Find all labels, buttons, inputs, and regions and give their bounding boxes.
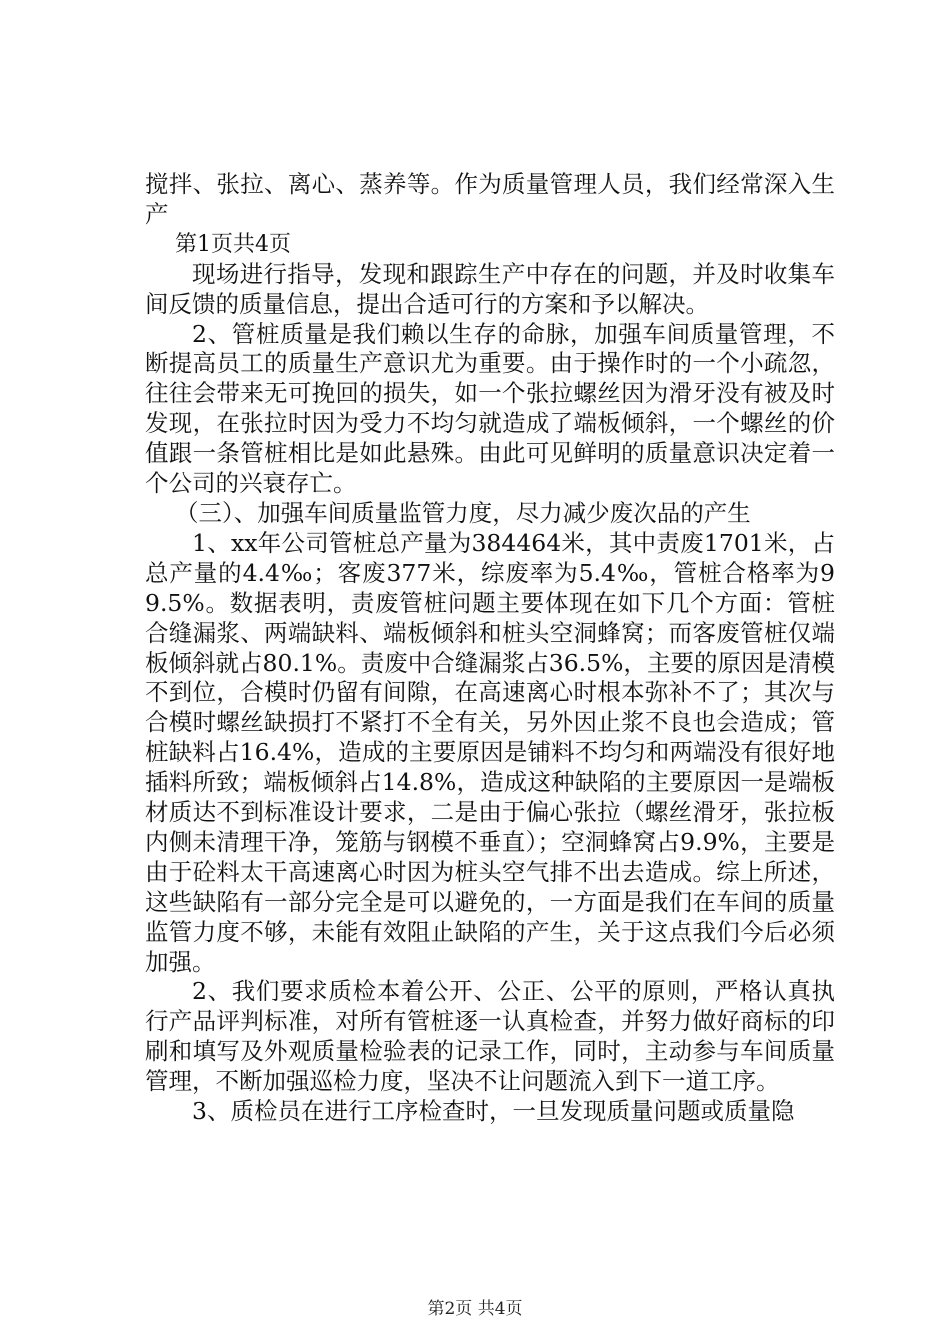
paragraph-inspector-duty: 3、质检员在进行工序检查时，一旦发现质量问题或质量隐 [192,1097,795,1126]
paragraph-production-statistics: 1、xx年公司管桩总产量为384464米，其中责废1701米，占总产量的4.4‰；客废377米，综废率为5.4‰，管桩合格率为99.5%。数据表明，责废管桩问题主要体现在如下几个方面：管桩合缝漏浆、两端缺料、端板倾斜和桩头空洞蜂窝；而客废管桩仅端板倾斜就占80.1%。责废中合缝漏浆占36.5%，主要的原因是清模不到位，合模时仍留有间隙，在高速离心时根本弥补不了；其次与合模时螺丝缺损打不紧打不全有关，另外因止浆不良也会造成；管桩缺料占16.4%，造成的主要原因是铺料不均匀和两端没有很好地插料所致；端板倾斜占14.8%，造成这种缺陷的主要原因一是端板材质达不到标准设计要求，二是由于偏心张拉（螺丝滑牙，张拉板内侧未清理干净，笼筋与钢模不垂直）；空洞蜂窝占9.9%，主要是由于砼料太干高速离心时因为桩头空气排不出去造成。综上所述，这些缺陷有一部分完全是可以避免的，一方面是我们在车间的质量监管力度不够，未能有效阻止缺陷的产生，关于这点我们今后必须加强。 [145,528,835,976]
section-heading-three: （三）、加强车间质量监管力度，尽力减少废次品的产生 [175,498,751,527]
paragraph-continuation: 搅拌、张拉、离心、蒸养等。作为质量管理人员，我们经常深入生产 [145,170,835,228]
paragraph-inspection-principles: 2、我们要求质检本着公开、公正、公平的原则，严格认真执行产品评判标准，对所有管桩逐一认真检查，并努力做好商标的印刷和填写及外观质量检验表的记录工作，同时，主动参与车间质量管理，不断加强巡检力度，坚决不让问题流入到下一道工序。 [145,977,835,1096]
inline-page-marker: 第1页共4页 [175,231,291,257]
document-body [145,170,835,1127]
paragraph-quality-lifeline: 2、管桩质量是我们赖以生存的命脉，加强车间质量管理，不断提高员工的质量生产意识尤为重要。由于操作时的一个小疏忽，往往会带来无可挽回的损失，如一个张拉螺丝因为滑牙没有被及时发现，在张拉时因为受力不均匀就造成了端板倾斜，一个螺丝的价值跟一条管桩相比是如此悬殊。由此可见鲜明的质量意识决定着一个公司的兴衰存亡。 [145,319,835,498]
paragraph-site-guidance: 现场进行指导，发现和跟踪生产中存在的问题，并及时收集车间反馈的质量信息，提出合适可行的方案和予以解决。 [145,259,835,318]
page-footer: 第2页 共4页 [427,1299,523,1319]
